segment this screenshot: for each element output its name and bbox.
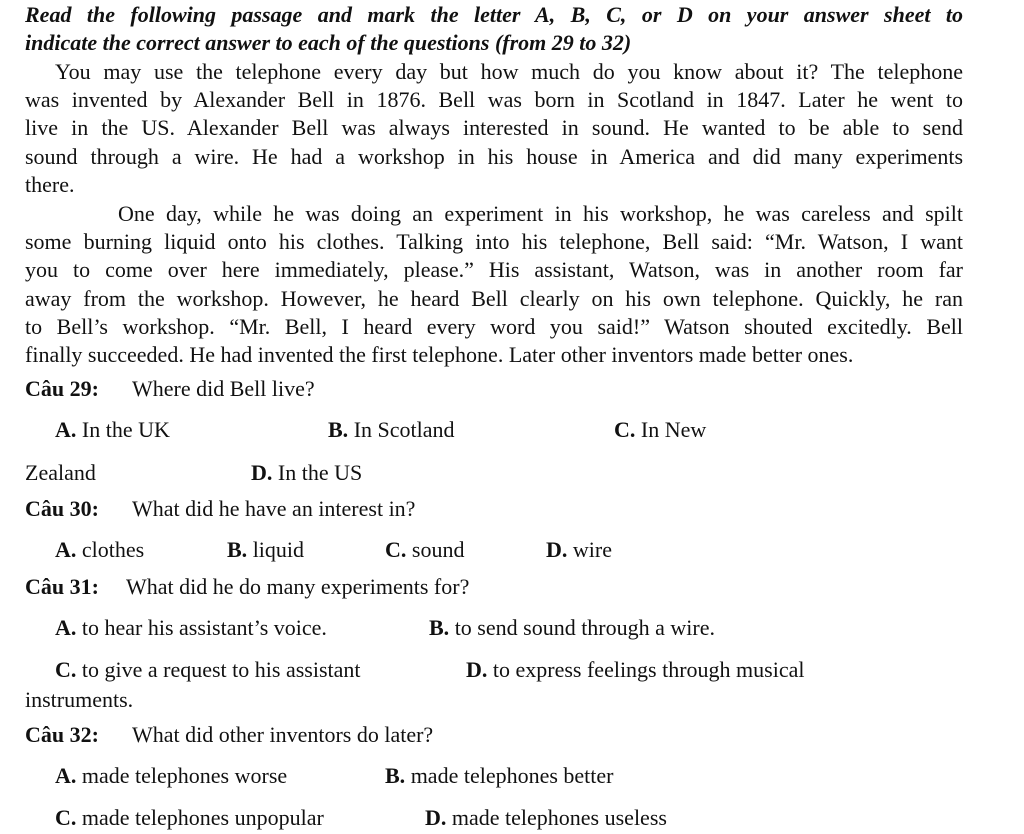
- question-30: [25, 495, 415, 523]
- question-number: Câu 32:: [25, 722, 99, 747]
- option-letter: C.: [385, 537, 407, 562]
- passage-line: One day, while he was doing an experiment in his workshop, he was careless and spilt: [118, 201, 963, 226]
- option-text: to give a request to his assistant: [81, 657, 361, 682]
- option-30-a[interactable]: [55, 536, 144, 564]
- instruction-line-2: indicate the correct answer to each of the questions (from 29 to 32): [25, 30, 632, 55]
- passage-line: away from the workshop. However, he heard Bell clearly on his own telephone. Quickly, he ran: [25, 286, 963, 311]
- option-31-d-continued[interactable]: [25, 686, 133, 714]
- option-text: to send sound through a wire.: [454, 615, 715, 640]
- question-32: [25, 721, 433, 749]
- option-text: In Scotland: [353, 417, 455, 442]
- option-32-d[interactable]: [425, 804, 667, 832]
- option-29-c[interactable]: [614, 416, 706, 444]
- option-letter: B.: [328, 417, 349, 442]
- option-32-a[interactable]: [55, 762, 287, 790]
- option-text: made telephones better: [410, 763, 614, 788]
- option-30-b[interactable]: [227, 536, 304, 564]
- question-31: [25, 573, 469, 601]
- option-letter: A.: [55, 537, 77, 562]
- passage-line: you to come over here immediately, please.” His assistant, Watson, was in another room far: [25, 257, 963, 282]
- option-letter: B.: [429, 615, 450, 640]
- option-letter: B.: [385, 763, 406, 788]
- option-text: to hear his assistant’s voice.: [81, 615, 327, 640]
- option-31-c[interactable]: [55, 656, 361, 684]
- option-29-b[interactable]: [328, 416, 455, 444]
- option-text: sound: [411, 537, 465, 562]
- option-32-c[interactable]: [55, 804, 324, 832]
- option-text: instruments.: [25, 687, 134, 712]
- option-text: In the US: [277, 460, 363, 485]
- option-text: liquid: [252, 537, 305, 562]
- option-29-d[interactable]: [251, 459, 362, 487]
- option-text: In New: [640, 417, 707, 442]
- passage-line: live in the US. Alexander Bell was always interested in sound. He wanted to be able to send: [25, 115, 963, 140]
- option-text: clothes: [81, 537, 145, 562]
- option-letter: D.: [425, 805, 447, 830]
- option-31-b[interactable]: [429, 614, 715, 642]
- option-letter: A.: [55, 763, 77, 788]
- question-29: [25, 375, 315, 403]
- option-29-a[interactable]: [55, 416, 170, 444]
- option-32-b[interactable]: [385, 762, 614, 790]
- option-letter: A.: [55, 417, 77, 442]
- passage-line: was invented by Alexander Bell in 1876. Bell was born in Scotland in 1847. Later he went to: [25, 87, 963, 112]
- option-text: made telephones worse: [81, 763, 288, 788]
- question-text: What did he do many experiments for?: [126, 574, 470, 599]
- option-letter: C.: [55, 657, 77, 682]
- option-text: made telephones unpopular: [81, 805, 324, 830]
- option-letter: D.: [546, 537, 568, 562]
- instruction-line-1: Read the following passage and mark the letter A, B, C, or D on your answer sheet to: [25, 2, 963, 27]
- option-text: Zealand: [25, 460, 96, 485]
- question-text: What did other inventors do later?: [132, 722, 434, 747]
- question-text: What did he have an interest in?: [132, 496, 416, 521]
- option-31-a[interactable]: [55, 614, 327, 642]
- option-text: wire: [572, 537, 612, 562]
- option-letter: A.: [55, 615, 77, 640]
- question-number: Câu 31:: [25, 574, 99, 599]
- option-letter: C.: [614, 417, 636, 442]
- question-text: Where did Bell live?: [132, 376, 315, 401]
- option-letter: B.: [227, 537, 248, 562]
- passage-line: there.: [25, 172, 75, 197]
- passage-line: sound through a wire. He had a workshop in his house in America and did many experiments: [25, 144, 963, 169]
- option-29-c-continued[interactable]: [25, 459, 96, 487]
- option-30-d[interactable]: [546, 536, 612, 564]
- question-number: Câu 29:: [25, 376, 99, 401]
- option-letter: D.: [251, 460, 273, 485]
- question-number: Câu 30:: [25, 496, 99, 521]
- passage-line: some burning liquid onto his clothes. Talking into his telephone, Bell said: “Mr. Watson, I want: [25, 229, 963, 254]
- passage-line: to Bell’s workshop. “Mr. Bell, I heard every word you said!” Watson shouted excitedly. Bell: [25, 314, 963, 339]
- option-text: In the UK: [81, 417, 170, 442]
- option-30-c[interactable]: [385, 536, 464, 564]
- option-text: to express feelings through musical: [492, 657, 805, 682]
- option-letter: D.: [466, 657, 488, 682]
- passage-line: finally succeeded. He had invented the first telephone. Later other inventors made better ones.: [25, 342, 854, 367]
- option-letter: C.: [55, 805, 77, 830]
- passage-line: You may use the telephone every day but how much do you know about it? The telephone: [55, 59, 963, 84]
- option-31-d[interactable]: [466, 656, 805, 684]
- option-text: made telephones useless: [451, 805, 667, 830]
